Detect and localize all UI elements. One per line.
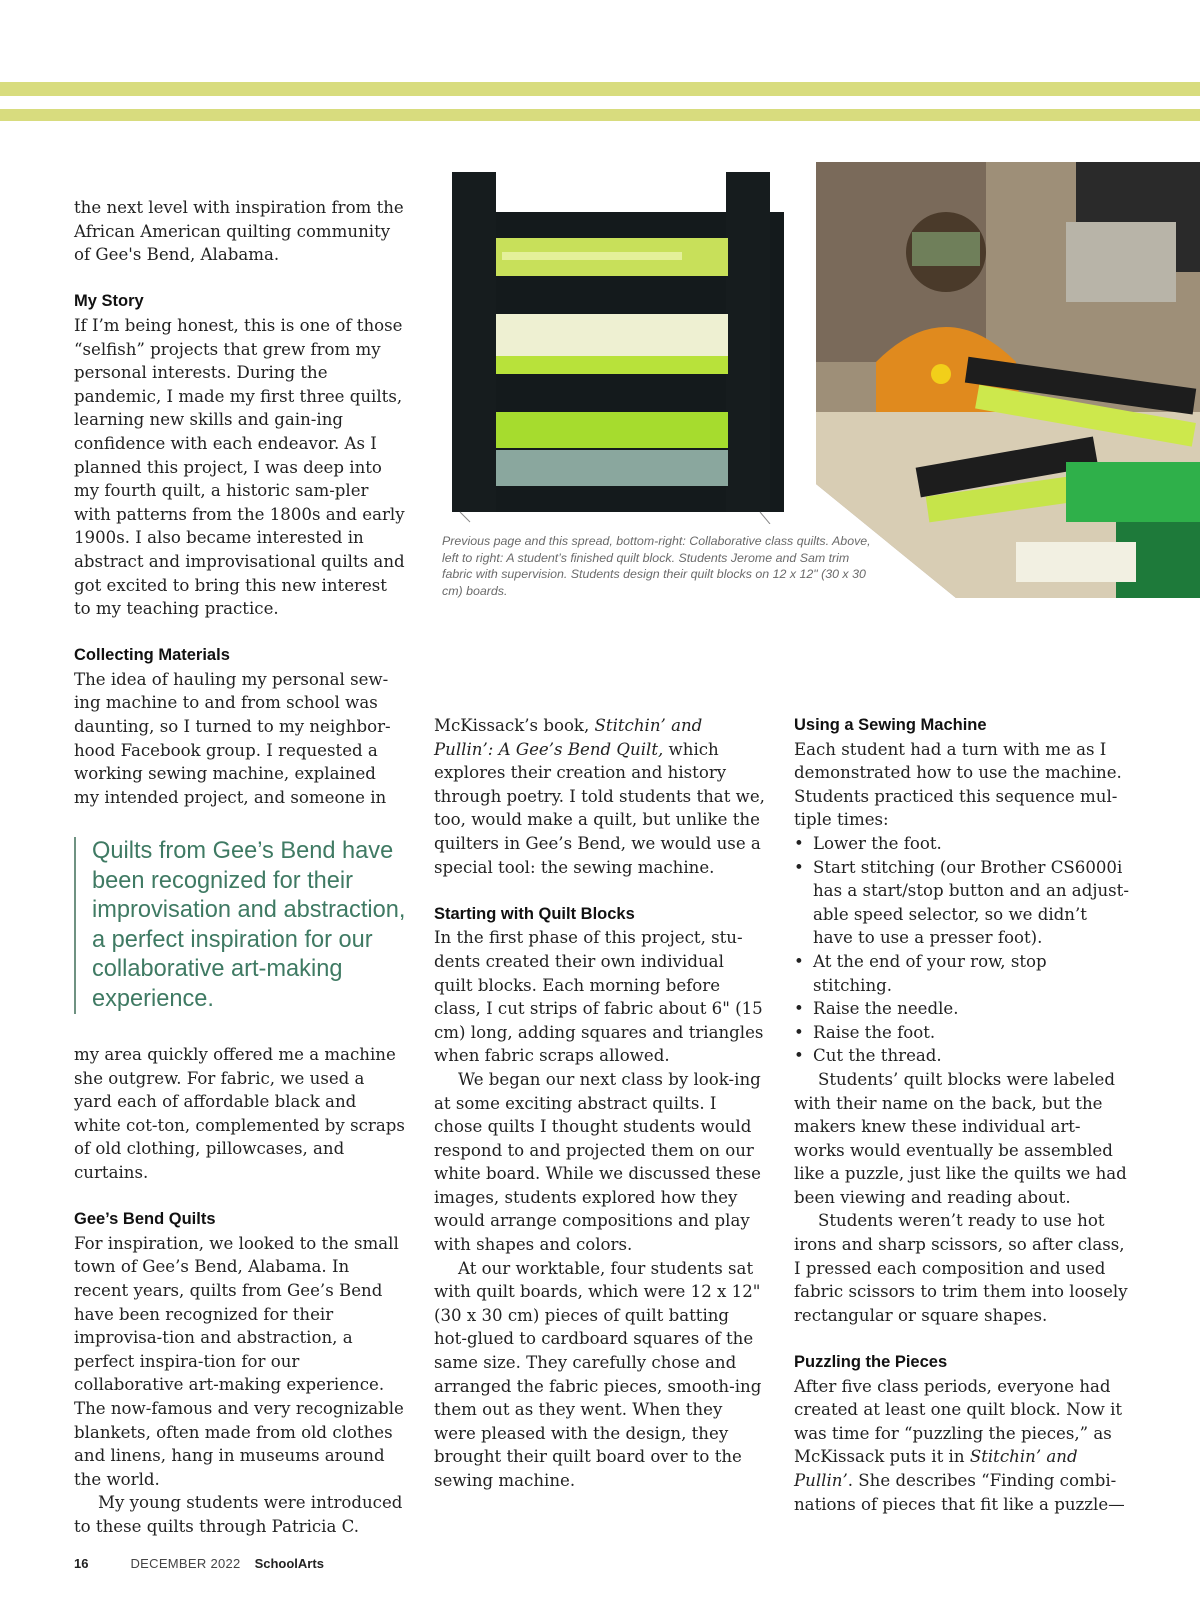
quilt-blocks-paragraph-3: At our worktable, four students sat with quilt boards, which were 12 x 12" (30 x 30 cm) pieces of quilt batting hot-glued to cardboard squares of the same size. They carefully chose and arranged the fabric pieces, smooth-ing them out as they went. When they were pleased with the design, they brought their quilt board over to the sewing machine. <box>434 1258 762 1490</box>
pull-quote: Quilts from Gee’s Bend have been recognized for their improvisation and abstraction, a perfect inspiration for our collaborative art-making experience. <box>74 837 422 1014</box>
page-number: 16 <box>74 1556 89 1571</box>
collecting-paragraph-2: my area quickly offered me a machine she outgrew. For fabric, we used a yard each of affordable black and white cot-ton, complemented by scraps of old clothing, pillowcases, and curtains. <box>74 1045 405 1182</box>
list-item: • At the end of your row, stop stitching. <box>794 950 1130 997</box>
section-heading-my-story: My Story <box>74 292 144 311</box>
page-footer <box>74 1556 324 1571</box>
gees-bend-paragraph-1: For inspiration, we looked to the small town of Gee’s Bend, Alabama. In recent years, quilts from Gee’s Bend have been recognized for their improvisa-tion and abstraction, a perfect inspira-tion for our collaborative art-making experience. The now-famous and very recognizable blankets, often made from old clothes and linens, hang in museums around the world. <box>74 1233 404 1489</box>
list-item: • Start stitching (our Brother CS6000i has a start/stop button and an adjust-able speed selector, so we didn’t have to use a presser foot). <box>794 856 1130 950</box>
puzzling-text-post: . She describes “Finding combi-nations of pieces that fit like a puzzle— <box>794 1471 1125 1514</box>
mckissack-text-pre: McKissack’s book, <box>434 716 595 735</box>
puzzling-text-pre: After five class periods, everyone had created at least one quilt block. Now it was time for “puzzling the pieces,” as McKissack puts it in <box>794 1376 1123 1467</box>
column-1 <box>74 196 406 809</box>
quilt-blocks-paragraph-2: We began our next class by look-ing at some exciting abstract quilts. I chose quilts I thought students would respond to and projected them on our white board. While we discussed these images, students explored how they would arrange compositions and play with shapes and colors. <box>434 1069 762 1255</box>
intro-paragraph: the next level with inspiration from the African American quilting community of Gee's Bend, Alabama. <box>74 198 404 265</box>
column-2 <box>434 714 766 1493</box>
puzzling-paragraph <box>794 1375 1130 1517</box>
sewing-paragraph-3: Students weren’t ready to use hot irons and sharp scissors, so after class, I pressed each composition and used fabric scissors to trim them into loosely rectangular or square shapes. <box>794 1211 1128 1325</box>
list-item: • Raise the foot. <box>794 1021 1130 1045</box>
header-band-bottom <box>0 109 1200 121</box>
section-heading-quilt-blocks: Starting with Quilt Blocks <box>434 904 635 923</box>
magazine-name: SchoolArts <box>254 1556 324 1571</box>
quilt-block-photo <box>440 162 800 524</box>
section-heading-sewing-machine: Using a Sewing Machine <box>794 716 987 734</box>
column-1-continued <box>74 1043 406 1538</box>
gees-bend-paragraph-2: My young students were introduced to these quilts through Patricia C. <box>74 1493 403 1536</box>
column-3 <box>794 714 1130 1516</box>
sewing-intro-paragraph: Each student had a turn with me as I demonstrated how to use the machine. Students practiced this sequence mul-tiple times: <box>794 739 1122 830</box>
section-heading-collecting-materials: Collecting Materials <box>74 646 230 665</box>
mckissack-paragraph <box>434 714 766 879</box>
list-item: • Lower the foot. <box>794 832 1130 856</box>
section-heading-puzzling-pieces: Puzzling the Pieces <box>794 1353 948 1372</box>
collecting-paragraph-1: The idea of hauling my personal sew-ing machine to and from school was daunting, so I turned to my neighbor-hood Facebook group. I requested a working sewing machine, explained my intended project, and someone in <box>74 669 391 807</box>
book-title-short: Stitchin’ and Pullin’ <box>794 1447 1078 1490</box>
quilt-blocks-paragraph-1: In the first phase of this project, stu-dents created their own individual quilt blocks. Each morning before class, I cut strips of fabric about 6" (15 cm) long, adding squares and triangles when fabric scraps allowed. <box>434 928 764 1066</box>
sewing-steps-list <box>794 832 1130 1068</box>
my-story-paragraph: If I’m being honest, this is one of those “selfish” projects that grew from my personal interests. During the pandemic, I made my first three quilts, learning new skills and gain-ing confidence with each endeavor. As I planned this project, I was deep into my fourth quilt, a historic sam-pler with patterns from the 1800s and early 1900s. I also became interested in abstract and improvisational quilts and got excited to bring this new interest to my teaching practice. <box>74 315 405 619</box>
photo-caption: Previous page and this spread, bottom-right: Collaborative class quilts. Above, left to right: A student’s finished quilt block. Students Jerome and Sam trim fabric with supervision. Students design their quilt blocks on 12 x 12" (30 x 30 cm) boards. <box>442 534 871 598</box>
book-title: Stitchin’ and Pullin’: A Gee’s Bend Quilt, <box>434 716 703 759</box>
section-heading-gees-bend: Gee’s Bend Quilts <box>74 1210 216 1229</box>
list-item: • Raise the needle. <box>794 997 1130 1021</box>
mckissack-text-post: which explores their creation and history through poetry. I told students that we, too, would make a quilt, but unlike the quilters in Gee’s Bend, we would use a special tool: the sewing machine. <box>434 739 765 877</box>
issue-date: DECEMBER 2022 <box>130 1556 241 1571</box>
header-band-top <box>0 82 1200 96</box>
sewing-paragraph-2: Students’ quilt blocks were labeled with their name on the back, but the makers knew these individual art-works would eventually be assembled like a puzzle, just like the quilts we had been viewing and reading about. <box>794 1069 1127 1207</box>
list-item: • Cut the thread. <box>794 1044 1130 1068</box>
